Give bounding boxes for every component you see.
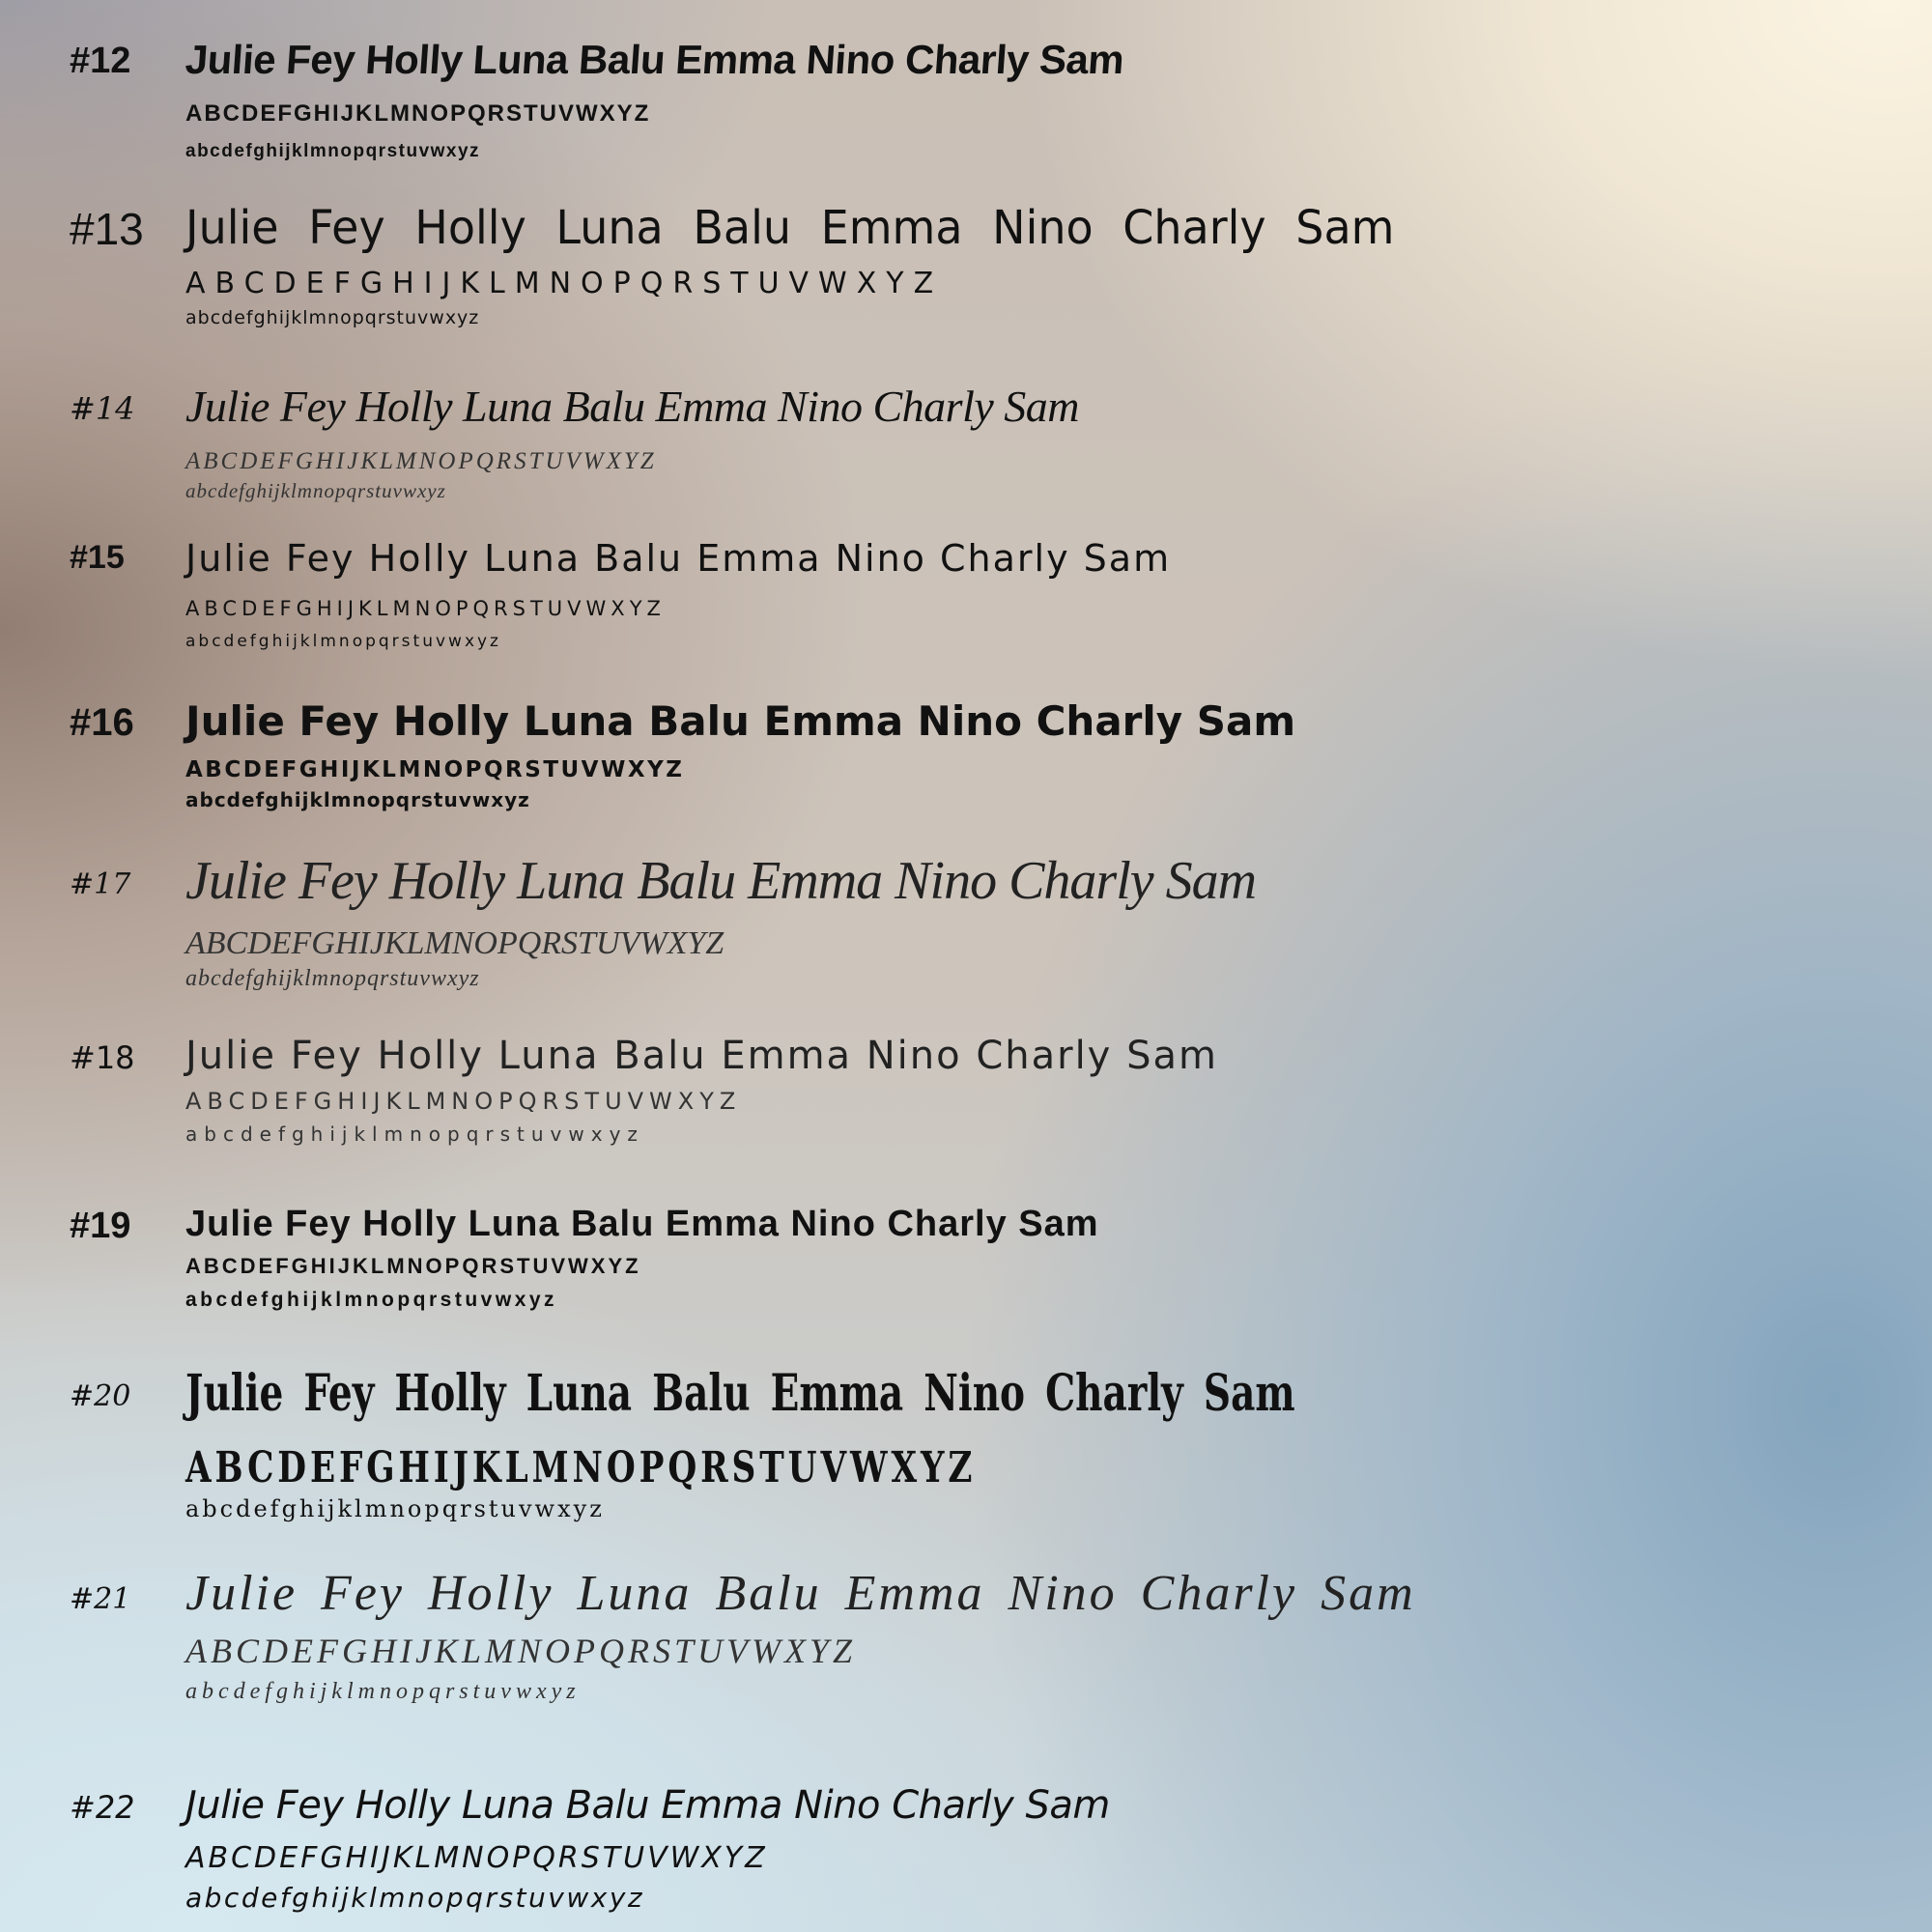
- sample-lowercase: abcdefghijklmnopqrstuvwxyz: [185, 632, 501, 651]
- sample-uppercase: ABCDEFGHIJKLMNOPQRSTUVWXYZ: [185, 1443, 977, 1492]
- sample-names: Julie Fey Holly Luna Balu Emma Nino Charly Sam: [185, 697, 1296, 745]
- sample-uppercase: ABCDEFGHIJKLMNOPQRSTUVWXYZ: [185, 597, 666, 620]
- sample-lowercase: abcdefghijklmnopqrstuvwxyz: [185, 1679, 581, 1704]
- sample-lowercase: abcdefghijklmnopqrstuvwxyz: [185, 1495, 605, 1522]
- sample-names: Julie Fey Holly Luna Balu Emma Nino Charly Sam: [185, 199, 1395, 255]
- sample-names: Julie Fey Holly Luna Balu Emma Nino Charly Sam: [184, 37, 1125, 82]
- sample-number: #18: [70, 1039, 135, 1076]
- sample-number: #22: [70, 1789, 135, 1826]
- sample-uppercase: ABCDEFGHIJKLMNOPQRSTUVWXYZ: [185, 1088, 742, 1115]
- sample-uppercase: ABCDEFGHIJKLMNOPQRSTUVWXYZ: [185, 267, 944, 300]
- sample-number: #19: [70, 1206, 131, 1246]
- sample-names: Julie Fey Holly Luna Balu Emma Nino Charly Sam: [185, 1783, 1110, 1828]
- sample-number: #15: [70, 539, 125, 576]
- sample-lowercase: abcdefghijklmnopqrstuvwxyz: [185, 479, 446, 502]
- sample-number: #16: [70, 701, 134, 744]
- sample-uppercase: ABCDEFGHIJKLMNOPQRSTUVWXYZ: [185, 1254, 641, 1278]
- sample-lowercase: abcdefghijklmnopqrstuvwxyz: [185, 1289, 558, 1311]
- sample-number: #21: [70, 1582, 131, 1616]
- sample-uppercase: ABCDEFGHIJKLMNOPQRSTUVWXYZ: [185, 100, 651, 127]
- sample-uppercase: ABCDEFGHIJKLMNOPQRSTUVWXYZ: [185, 448, 657, 474]
- sample-lowercase: abcdefghijklmnopqrstuvwxyz: [185, 141, 481, 161]
- sample-lowercase: abcdefghijklmnopqrstuvwxyz: [185, 788, 530, 811]
- sample-uppercase: ABCDEFGHIJKLMNOPQRSTUVWXYZ: [185, 1841, 768, 1875]
- sample-uppercase: ABCDEFGHIJKLMNOPQRSTUVWXYZ: [185, 757, 685, 782]
- sample-number: #17: [70, 867, 131, 901]
- sample-names: Julie Fey Holly Luna Balu Emma Nino Charly Sam: [185, 1204, 1099, 1244]
- sample-names: Julie Fey Holly Luna Balu Emma Nino Charly Sam: [185, 1566, 1416, 1621]
- sample-lowercase: abcdefghijklmnopqrstuvwxyz: [185, 307, 480, 328]
- sample-number: #20: [70, 1379, 131, 1413]
- sample-names: Julie Fey Holly Luna Balu Emma Nino Charly Sam: [185, 1364, 1295, 1423]
- sample-names: Julie Fey Holly Luna Balu Emma Nino Charly Sam: [185, 382, 1079, 431]
- sample-lowercase: abcdefghijklmnopqrstuvwxyz: [185, 1122, 644, 1146]
- sample-number: #14: [70, 390, 135, 427]
- sample-names: Julie Fey Holly Luna Balu Emma Nino Charly Sam: [185, 537, 1172, 580]
- sample-uppercase: ABCDEFGHIJKLMNOPQRSTUVWXYZ: [185, 1632, 856, 1670]
- sample-number: #13: [70, 204, 144, 254]
- sample-names: Julie Fey Holly Luna Balu Emma Nino Charly Sam: [185, 1034, 1218, 1078]
- sample-lowercase: abcdefghijklmnopqrstuvwxyz: [185, 966, 480, 991]
- sample-uppercase: ABCDEFGHIJKLMNOPQRSTUVWXYZ: [185, 925, 724, 961]
- sample-number: #12: [70, 41, 131, 81]
- sample-lowercase: abcdefghijklmnopqrstuvwxyz: [185, 1882, 645, 1914]
- sample-names: Julie Fey Holly Luna Balu Emma Nino Charly Sam: [185, 851, 1257, 911]
